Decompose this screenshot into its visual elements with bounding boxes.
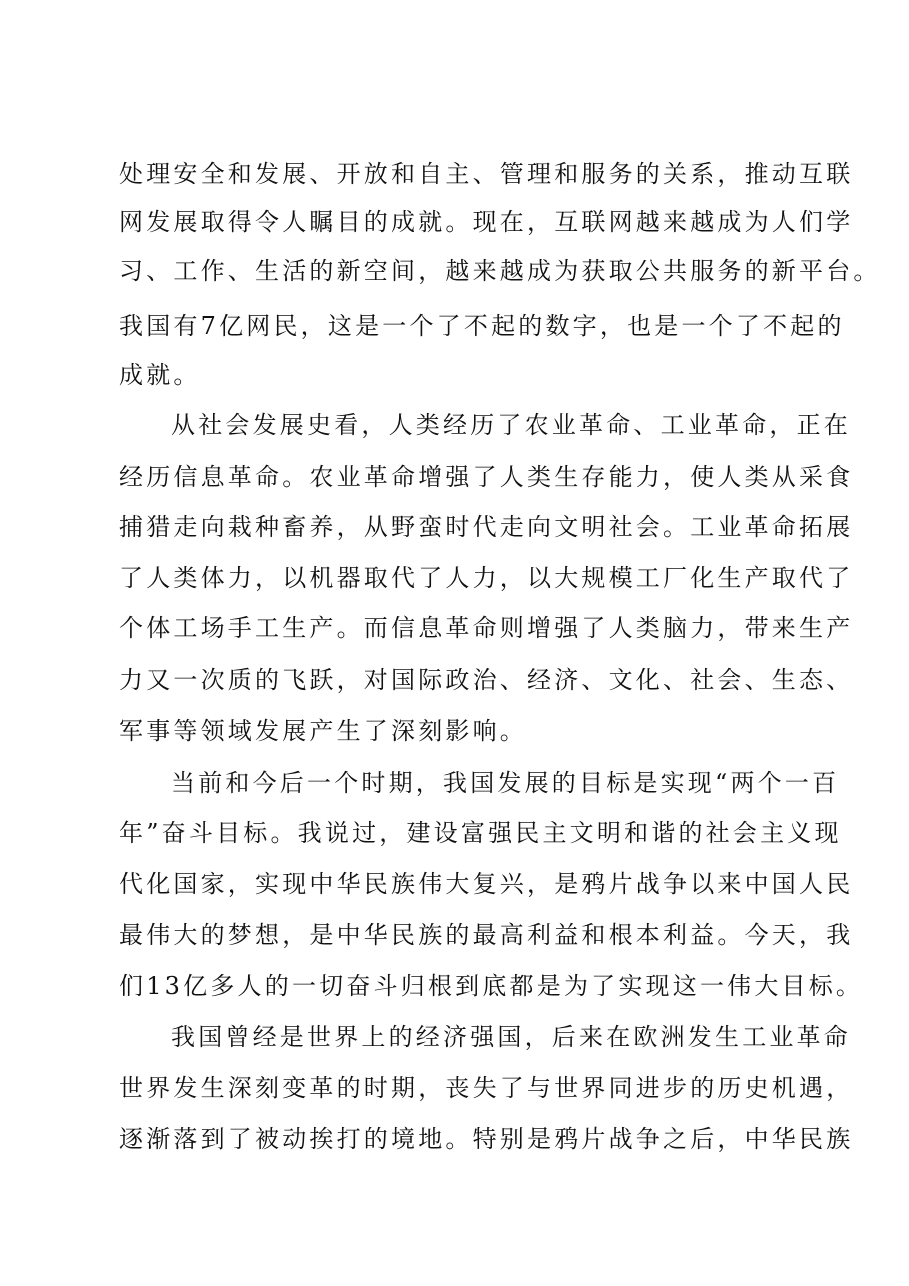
text-line: 处理安全和发展、开放和自主、管理和服务的关系，推动互联	[119, 160, 854, 188]
text-line: 最伟大的梦想，是中华民族的最高利益和根本利益。今天，我	[119, 921, 854, 949]
text-line: 力又一次质的飞跃，对国际政治、经济、文化、社会、生态、	[119, 666, 854, 694]
text-line: 逐渐落到了被动挨打的境地。特别是鸦片战争之后，中华民族	[119, 1125, 854, 1153]
text-line: 习、工作、生活的新空间，越来越成为获取公共服务的新平台。	[119, 257, 881, 285]
text-line: 成就。	[119, 361, 201, 389]
text-line: 们13亿多人的一切奋斗归根到底都是为了实现这一伟大目标。	[119, 972, 864, 1000]
text-line: 世界发生深刻变革的时期，丧失了与世界同进步的历史机遇，	[119, 1074, 854, 1102]
text-line: 捕猎走向栽种畜养，从野蛮时代走向文明社会。工业革命拓展	[119, 513, 854, 541]
text-line: 年”奋斗目标。我说过，建设富强民主文明和谐的社会主义现	[119, 819, 842, 847]
text-line: 我国有7亿网民，这是一个了不起的数字，也是一个了不起的	[119, 312, 845, 340]
text-line: 军事等领域发展产生了深刻影响。	[119, 717, 527, 745]
paragraph-first-line: 我国曾经是世界上的经济强国，后来在欧洲发生工业革命	[171, 1023, 851, 1051]
paragraph-first-line: 当前和今后一个时期，我国发展的目标是实现“两个一百	[171, 769, 840, 797]
paragraph-first-line: 从社会发展史看，人类经历了农业革命、工业革命，正在	[171, 411, 851, 439]
text-line: 了人类体力，以机器取代了人力，以大规模工厂化生产取代了	[119, 564, 854, 592]
text-line: 网发展取得令人瞩目的成就。现在，互联网越来越成为人们学	[119, 208, 854, 236]
text-line: 代化国家，实现中华民族伟大复兴，是鸦片战争以来中国人民	[119, 870, 854, 898]
text-line: 个体工场手工生产。而信息革命则增强了人类脑力，带来生产	[119, 614, 854, 642]
text-line: 经历信息革命。农业革命增强了人类生存能力，使人类从采食	[119, 463, 854, 491]
